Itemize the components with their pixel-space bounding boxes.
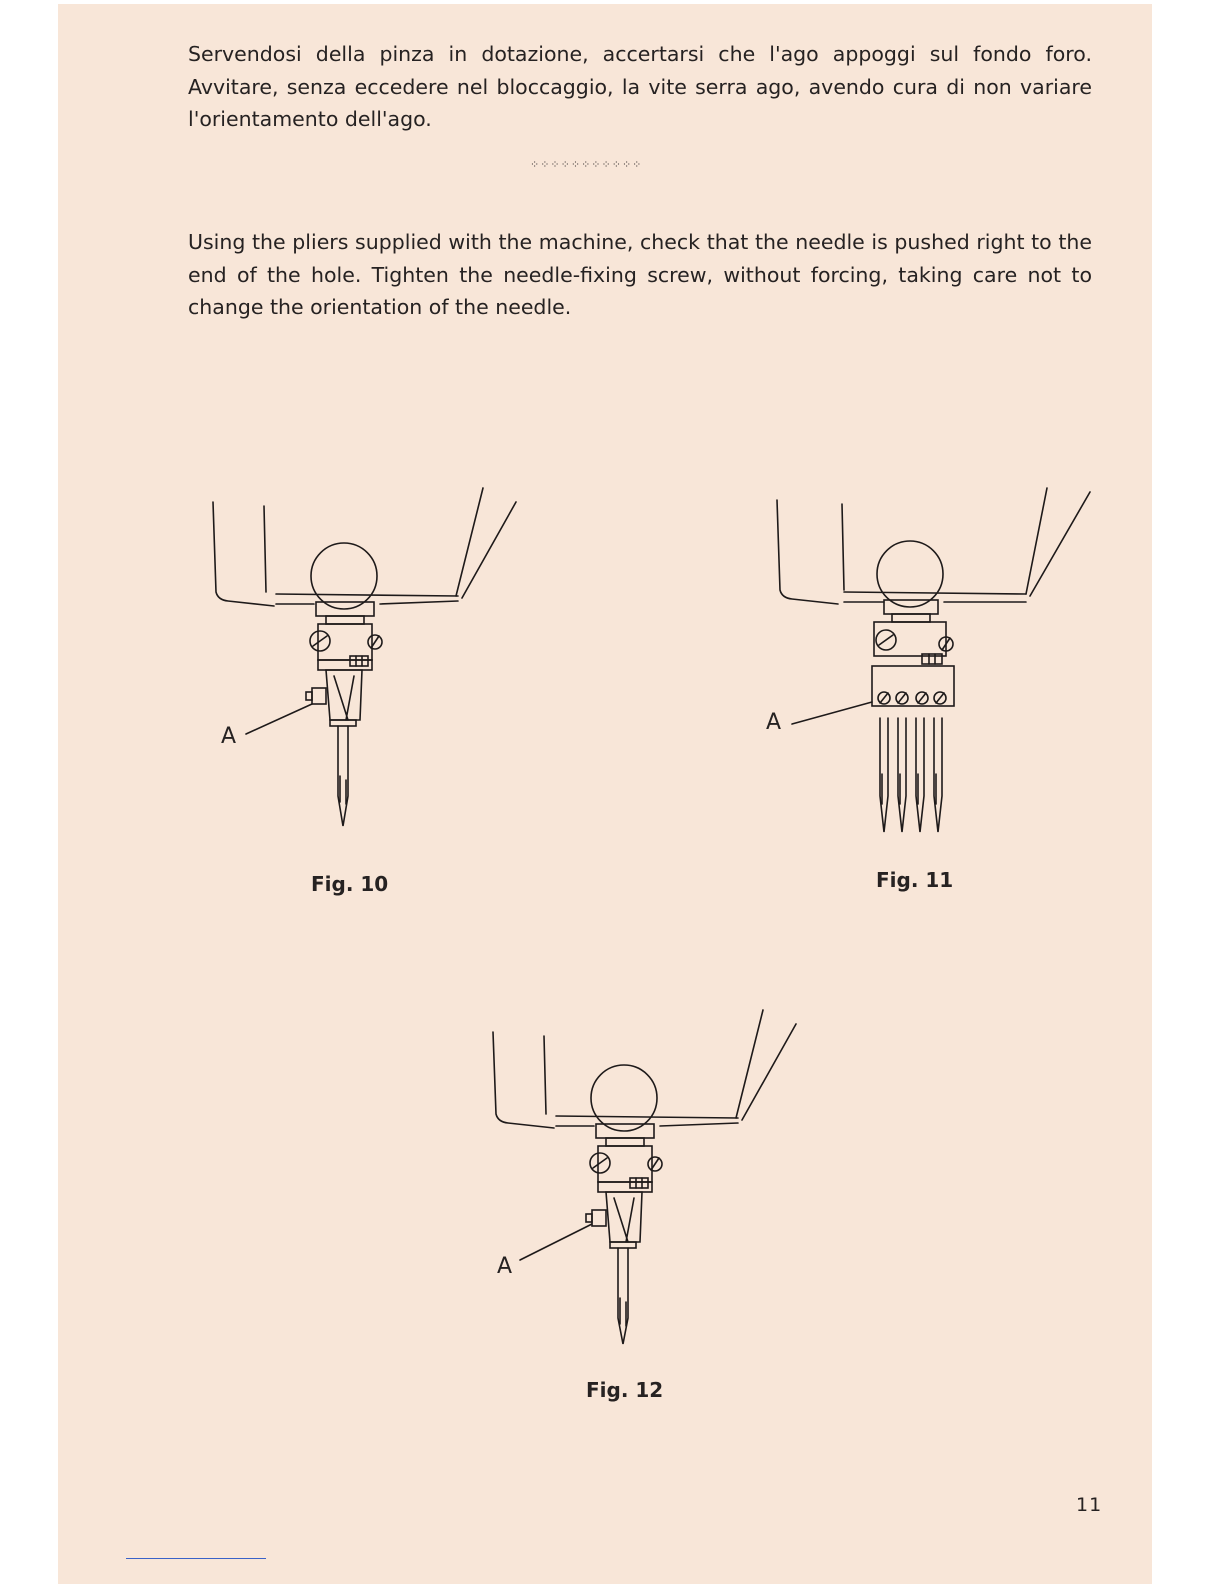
figure-12-label: A	[497, 1254, 513, 1279]
figure-10-label: A	[221, 724, 237, 749]
italian-paragraph: Servendosi della pinza in dotazione, accertarsi che l'ago appoggi sul fondo foro. Avvitare, senza eccedere nel bloccaggio, la vite serra ago, avendo cura di non variare l'orientamento dell'ago.	[188, 42, 1092, 131]
section-divider: ⁘⁘⁘⁘⁘⁘⁘⁘⁘⁘⁘	[530, 158, 643, 171]
figure-10-caption: Fig. 10	[311, 872, 389, 896]
figure-12-caption: Fig. 12	[586, 1378, 664, 1402]
needle-clamp-single-drawing-12	[480, 1010, 820, 1370]
scan-edge-line	[126, 1558, 266, 1559]
page-number: 11	[1076, 1494, 1103, 1516]
english-paragraph: Using the pliers supplied with the machine, check that the needle is pushed right to the end of the hole. Tighten the needle-fixing screw, without forcing, taking care not to change the orientation of the needle.	[188, 230, 1092, 319]
figure-11-caption: Fig. 11	[876, 868, 954, 892]
figure-11	[764, 478, 1104, 842]
needle-clamp-quad-drawing-11	[764, 478, 1104, 838]
figure-11-label: A	[766, 710, 782, 735]
figure-10	[200, 480, 540, 844]
figure-12	[480, 1010, 820, 1374]
needle-clamp-single-drawing-10	[200, 480, 540, 840]
